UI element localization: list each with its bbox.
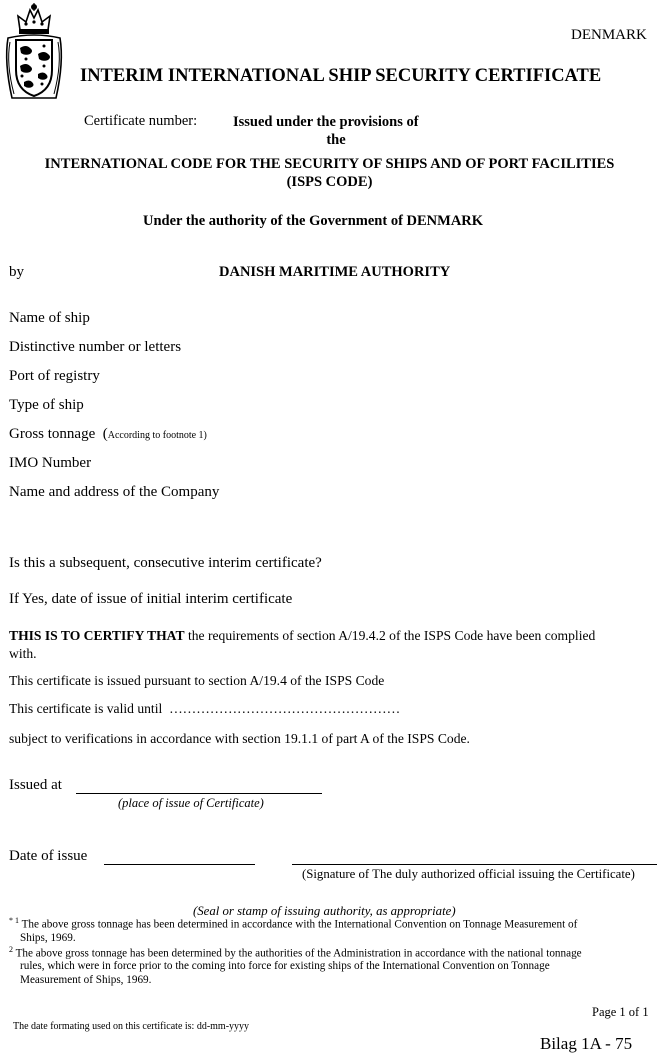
certify-text: the requirements of section A/19.4.2 of the ISPS Code have been complied bbox=[184, 628, 596, 643]
footnote-1-marker: * 1 bbox=[9, 916, 19, 925]
gross-tonnage-label: Gross tonnage bbox=[9, 426, 96, 442]
footnote-2 bbox=[9, 945, 582, 960]
issued-at-line bbox=[76, 793, 322, 794]
date-format-note: The date formating used on this certificate is: dd-mm-yyyy bbox=[13, 1021, 250, 1032]
place-caption: (place of issue of Certificate) bbox=[118, 796, 264, 810]
by-label: by bbox=[9, 264, 24, 280]
signature-line bbox=[292, 864, 657, 865]
certify-lead: THIS IS TO CERTIFY THAT bbox=[9, 628, 185, 643]
field-name-of-ship: Name of ship bbox=[9, 310, 90, 326]
gross-tonnage-note: According to footnote 1) bbox=[107, 430, 207, 441]
page-indicator: Page 1 of 1 bbox=[592, 1005, 649, 1019]
signature-caption: (Signature of The duly authorized official issuing the Certificate) bbox=[302, 867, 635, 881]
country-label: DENMARK bbox=[571, 27, 647, 43]
field-gross-tonnage bbox=[9, 426, 207, 443]
field-type-of-ship: Type of ship bbox=[9, 397, 84, 413]
isps-code-abbrev: (ISPS CODE) bbox=[286, 174, 373, 190]
footnote-1-line2: Ships, 1969. bbox=[20, 932, 76, 944]
bilag-reference: Bilag 1A - 75 bbox=[540, 1034, 633, 1053]
issued-under-line1: Issued under the provisions of bbox=[233, 114, 419, 130]
valid-until-dots: …………………………………………… bbox=[169, 701, 401, 716]
footnote-1 bbox=[9, 916, 577, 931]
issued-at-label: Issued at bbox=[9, 777, 62, 793]
footnote-1-text: The above gross tonnage has been determined in accordance with the International Convention on Tonnage Measurement of bbox=[19, 918, 578, 931]
field-imo-number: IMO Number bbox=[9, 455, 92, 471]
valid-until-statement bbox=[9, 701, 400, 717]
field-port-of-registry: Port of registry bbox=[9, 368, 100, 384]
field-distinctive-number: Distinctive number or letters bbox=[9, 339, 182, 355]
valid-until-label: This certificate is valid until bbox=[9, 701, 163, 716]
issued-under-line2: the bbox=[326, 132, 346, 148]
authority-line: Under the authority of the Government of DENMARK bbox=[143, 213, 484, 229]
pursuant-statement: This certificate is issued pursuant to section A/19.4 of the ISPS Code bbox=[9, 673, 385, 688]
gross-tonnage-note-paren: ( bbox=[102, 426, 108, 442]
question-if-yes: If Yes, date of issue of initial interim certificate bbox=[9, 591, 293, 607]
seal-caption: (Seal or stamp of issuing authority, as appropriate) bbox=[193, 904, 456, 918]
footnote-2-line3: Measurement of Ships, 1969. bbox=[20, 974, 152, 986]
certify-statement bbox=[9, 628, 595, 644]
footnote-2-text: The above gross tonnage has been determined by the authorities of the Administration in accordance with the national tonnage bbox=[13, 947, 582, 960]
field-company: Name and address of the Company bbox=[9, 484, 220, 500]
footnote-2-line2: rules, which were in force prior to the coming into force for existing ships of the International Convention on Tonnage bbox=[20, 960, 550, 972]
date-of-issue-label: Date of issue bbox=[9, 848, 88, 864]
document-title: INTERIM INTERNATIONAL SHIP SECURITY CERTIFICATE bbox=[80, 66, 602, 86]
isps-code-title: INTERNATIONAL CODE FOR THE SECURITY OF SHIPS AND OF PORT FACILITIES bbox=[44, 156, 615, 172]
issuing-authority: DANISH MARITIME AUTHORITY bbox=[219, 264, 451, 280]
certificate-number-label: Certificate number: bbox=[84, 113, 198, 129]
certify-text-line2: with. bbox=[9, 646, 37, 661]
danish-coat-of-arms-icon bbox=[2, 2, 66, 102]
date-of-issue-line bbox=[104, 864, 255, 865]
question-subsequent: Is this a subsequent, consecutive interim certificate? bbox=[9, 555, 322, 571]
footnote-2-marker: 2 bbox=[9, 945, 13, 954]
subject-to-statement: subject to verifications in accordance with section 19.1.1 of part A of the ISPS Code. bbox=[9, 731, 470, 746]
